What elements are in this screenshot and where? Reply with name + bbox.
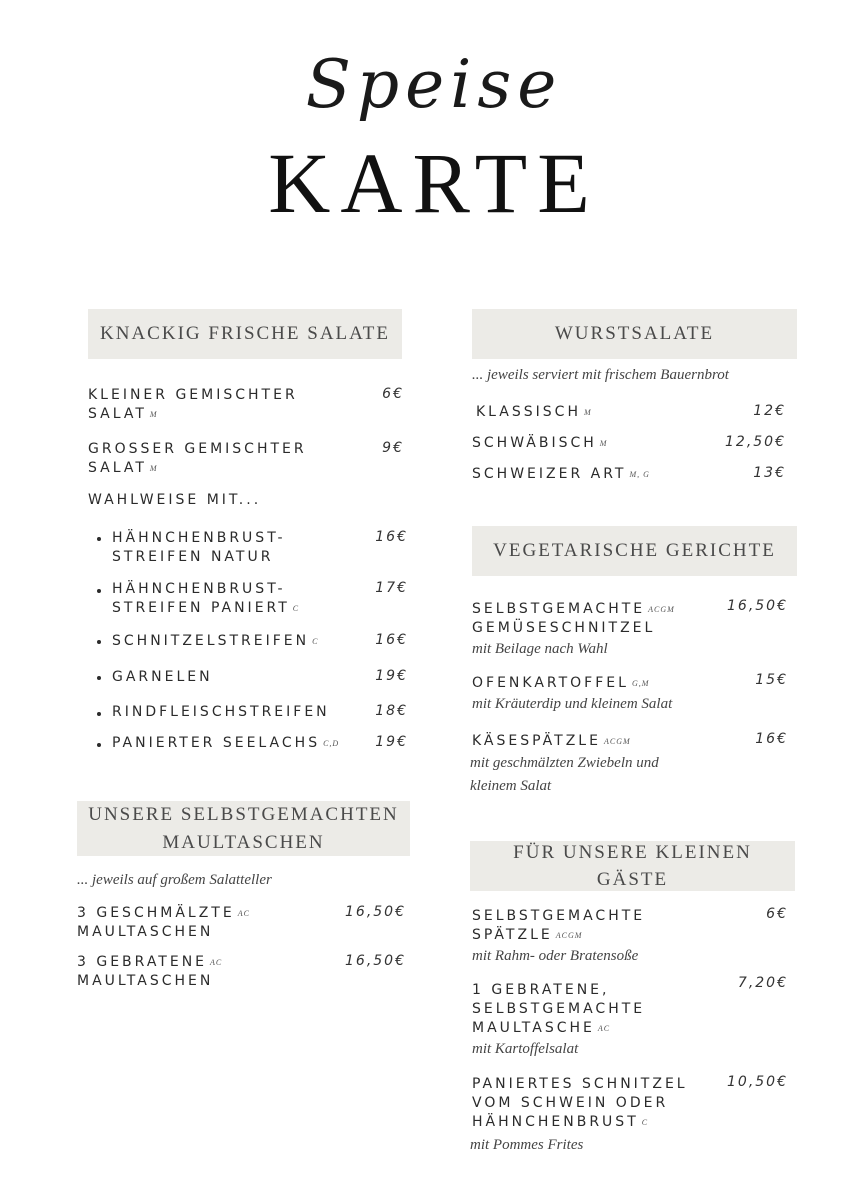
- item-name-line1: SELBSTGEMACHTE: [472, 908, 646, 924]
- allergen-code: M: [599, 439, 608, 448]
- item-description-line2: kleinem Salat: [470, 778, 552, 794]
- item-name: SCHWEIZER ART: [472, 466, 627, 482]
- item-name-line1: 3 GEBRATENE: [77, 954, 208, 970]
- menu-item-maultaschen-1: [77, 904, 337, 942]
- item-price: 19€: [375, 668, 408, 684]
- menu-item-klassisch: [476, 403, 716, 422]
- item-description: [470, 752, 720, 798]
- option-item: [112, 703, 372, 722]
- bullet-icon: [97, 589, 101, 593]
- option-item: [112, 734, 372, 753]
- bullet-icon: [97, 676, 101, 680]
- section-note: ... jeweils auf großem Salatteller: [77, 872, 272, 888]
- section-heading-wurstsalate-text: WURSTSALATE: [554, 323, 715, 344]
- item-name: SCHWÄBISCH: [472, 435, 597, 451]
- allergen-code: M: [149, 410, 158, 419]
- item-description: mit Pommes Frites: [470, 1137, 584, 1153]
- item-description-line1: mit geschmälzten Zwiebeln und: [470, 755, 659, 771]
- menu-item-maultaschen-2: [77, 953, 337, 991]
- menu-item-schwaebisch: [472, 434, 712, 453]
- item-price: 10,50€: [727, 1074, 788, 1090]
- item-price: 16€: [755, 731, 788, 747]
- allergen-code: M: [583, 408, 592, 417]
- allergen-code: ACGM: [648, 605, 675, 614]
- menu-item-small-salad: [88, 386, 358, 424]
- title-main: KARTE: [268, 135, 600, 231]
- menu-item-kinder-schnitzel: [472, 1075, 722, 1132]
- heading-line2: MAULTASCHEN: [162, 831, 325, 853]
- allergen-code: C: [312, 637, 319, 646]
- item-price: 19€: [375, 734, 408, 750]
- item-price: 17€: [375, 580, 408, 596]
- section-heading-vegetarisch: [472, 526, 797, 576]
- allergen-code: AC: [210, 958, 223, 967]
- item-name-line1: GARNELEN: [112, 669, 213, 685]
- item-name-line2: VOM SCHWEIN ODER: [472, 1095, 669, 1111]
- section-note: ... jeweils serviert mit frischem Bauernbrot: [472, 367, 729, 383]
- item-name-line1: 3 GESCHMÄLZTE: [77, 905, 235, 921]
- title-script: Speise: [305, 46, 563, 123]
- allergen-code: AC: [597, 1024, 611, 1033]
- item-name-line1: SCHNITZELSTREIFEN: [112, 633, 310, 649]
- allergen-code: ACGM: [555, 931, 583, 940]
- item-price: 16,50€: [727, 598, 788, 614]
- item-price: 16,50€: [345, 904, 406, 920]
- item-name-line1: GROSSER GEMISCHTER: [88, 441, 307, 457]
- section-heading-kinder: [470, 841, 795, 891]
- item-price: 18€: [375, 703, 408, 719]
- item-price: 13€: [753, 465, 786, 481]
- item-name-line2: SALAT: [88, 406, 147, 422]
- item-name-line1: HÄHNCHENBRUST-: [112, 581, 286, 597]
- item-price: 12,50€: [725, 434, 786, 450]
- item-name-line1: KLEINER GEMISCHTER: [88, 387, 298, 403]
- option-item: [112, 668, 362, 687]
- item-name-line2: MAULTASCHEN: [77, 973, 214, 989]
- heading-line2: GÄSTE: [596, 869, 669, 890]
- allergen-code: C: [641, 1118, 649, 1127]
- item-price: 12€: [753, 403, 786, 419]
- menu-item-ofenkartoffel: [472, 674, 722, 716]
- item-name-line3: HÄHNCHENBRUST: [472, 1114, 639, 1130]
- options-label: WAHLWEISE MIT...: [88, 492, 262, 508]
- item-description: mit Kräuterdip und kleinem Salat: [472, 696, 673, 712]
- allergen-code: C: [292, 604, 300, 613]
- item-name-line2: GEMÜSESCHNITZEL: [472, 620, 656, 636]
- item-price: 6€: [382, 386, 404, 402]
- item-price: 16,50€: [345, 953, 406, 969]
- menu-item-kaesespaetzle: [472, 732, 722, 751]
- option-item: [112, 632, 362, 651]
- allergen-code: C,D: [323, 739, 340, 748]
- item-name-line3: MAULTASCHE: [472, 1020, 595, 1036]
- item-name-line2: STREIFEN NATUR: [112, 549, 274, 565]
- allergen-code: ACGM: [603, 737, 631, 746]
- allergen-code: G,M: [631, 679, 650, 688]
- item-name-line1: PANIERTES SCHNITZEL: [472, 1076, 688, 1092]
- section-heading-salads-text: KNACKIG FRISCHE SALATE: [100, 323, 390, 344]
- item-price: 9€: [382, 440, 404, 456]
- allergen-code: M, G: [629, 470, 650, 479]
- allergen-code: AC: [237, 909, 250, 918]
- item-name-line1: RINDFLEISCHSTREIFEN: [112, 704, 330, 720]
- menu-item-kinder-spaetzle: [472, 907, 722, 968]
- item-price: 16€: [375, 529, 408, 545]
- item-description: mit Beilage nach Wahl: [472, 641, 608, 657]
- item-name-line1: PANIERTER SEELACHS: [112, 735, 321, 751]
- item-name-line2: STREIFEN PANIERT: [112, 600, 290, 616]
- item-name-line1: KÄSESPÄTZLE: [472, 733, 601, 749]
- section-heading-salads: [88, 309, 402, 359]
- item-name-line2: MAULTASCHEN: [77, 924, 214, 940]
- menu-item-schweizer-art: [472, 465, 712, 484]
- allergen-code: M: [149, 464, 158, 473]
- item-description: mit Rahm- oder Bratensoße: [472, 948, 639, 964]
- bullet-icon: [97, 537, 101, 541]
- item-name: KLASSISCH: [476, 404, 581, 420]
- menu-item-kinder-maultasche: [472, 981, 722, 1061]
- bullet-icon: [97, 640, 101, 644]
- item-name-line2: SELBSTGEMACHTE: [472, 1001, 646, 1017]
- item-name-line1: HÄHNCHENBRUST-: [112, 530, 286, 546]
- section-heading-vegetarisch-text: VEGETARISCHE GERICHTE: [493, 540, 776, 561]
- option-item: [112, 580, 362, 618]
- section-heading-wurstsalate: [472, 309, 797, 359]
- item-price: 15€: [755, 672, 788, 688]
- item-name-line1: SELBSTGEMACHTE: [472, 601, 646, 617]
- bullet-icon: [97, 712, 101, 716]
- section-heading-maultaschen: [77, 801, 410, 856]
- item-price: 16€: [375, 632, 408, 648]
- heading-line1: UNSERE SELBSTGEMACHTEN: [88, 803, 399, 825]
- item-name-line1: 1 GEBRATENE,: [472, 982, 610, 998]
- item-price: 7,20€: [737, 975, 788, 991]
- item-name-line2: SPÄTZLE: [472, 927, 553, 943]
- item-name-line1: OFENKARTOFFEL: [472, 675, 629, 691]
- item-description: mit Kartoffelsalat: [472, 1041, 579, 1057]
- menu-item-gemueseschnitzel: [472, 600, 722, 661]
- item-price: 6€: [766, 906, 788, 922]
- item-name-line2: SALAT: [88, 460, 147, 476]
- bullet-icon: [97, 743, 101, 747]
- menu-item-large-salad: [88, 440, 358, 478]
- option-item: [112, 529, 362, 567]
- heading-line1: FÜR UNSERE KLEINEN: [513, 842, 752, 863]
